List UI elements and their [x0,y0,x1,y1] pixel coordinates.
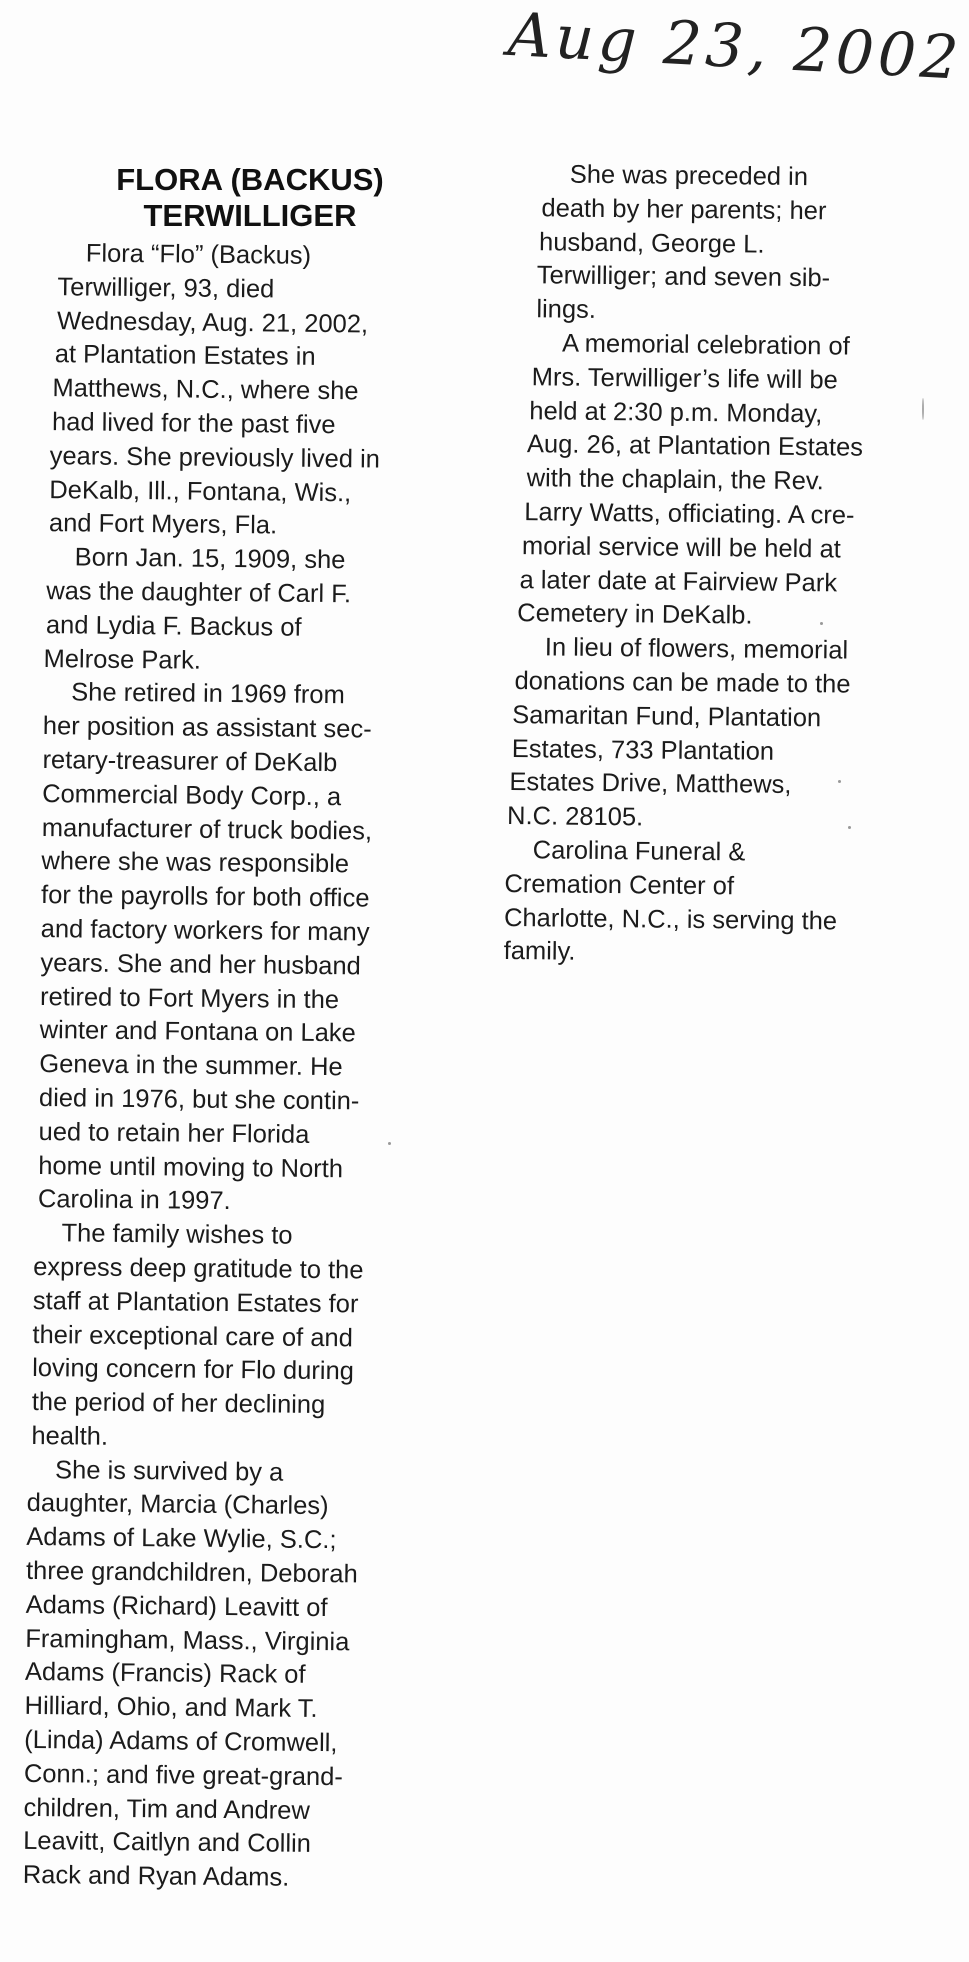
right-column-line: husband, George L. [538,227,765,259]
left-column-line: She is survived by a [54,1455,284,1487]
left-column-line: her position as assistant sec- [42,712,372,744]
right-column-line: with the chaplain, the Rev. [526,464,824,496]
left-column-line: Geneva in the summer. He [39,1050,343,1082]
left-column-line: Commercial Body Corp., a [42,779,342,811]
left-column-line: years. She previously lived in [49,441,381,474]
left-column-line: loving concern for Flo during [32,1354,355,1386]
scan-mark [922,398,924,420]
right-column-line: morial service will be held at [521,531,841,564]
right-column-line: Cemetery in DeKalb. [517,599,753,630]
left-column-line: their exceptional care of and [32,1320,354,1352]
headline-line-2: TERWILLIGER [143,198,357,233]
left-column-line: Adams of Lake Wylie, S.C.; [26,1523,337,1555]
obituary-right-column [504,158,912,973]
left-column-line: had lived for the past five [51,408,336,440]
left-column-line: manufacturer of truck bodies, [41,813,373,846]
right-column-line: Carolina Funeral & [532,836,746,867]
left-column-line: staff at Plantation Estates for [32,1286,359,1319]
right-column-line: lings. [536,295,597,325]
right-column-line: Cremation Center of [504,869,735,901]
left-column-line: Wednesday, Aug. 21, 2002, [56,306,369,339]
left-column-line: at Plantation Estates in [54,340,316,372]
left-column-line: Born Jan. 15, 1909, she [74,543,346,575]
left-column-line: the period of her declining [31,1388,326,1420]
right-column-line: death by her parents; her [541,194,827,226]
handwritten-date: Aug 23, 2002 [506,0,965,94]
left-column-line: home until moving to North [38,1151,344,1183]
left-column-line: daughter, Marcia (Charles) [26,1489,329,1521]
left-column-line: express deep gratitude to the [33,1252,364,1285]
right-column-line: She was preceded in [569,160,809,192]
right-column-line: N.C. 28105. [506,802,644,832]
left-column-line: and Fort Myers, Fla. [48,509,278,540]
right-column-line: donations can be made to the [514,667,851,699]
left-column-line: was the daughter of Carl F. [46,577,352,609]
right-column-line: Charlotte, N.C., is serving the [503,903,838,935]
right-column-line: A memorial celebration of [561,329,850,361]
left-column-line: retired to Fort Myers in the [39,982,340,1014]
left-column-line: She retired in 1969 from [71,678,345,710]
left-column-line: Carolina in 1997. [37,1185,231,1216]
left-column-line: Hilliard, Ohio, and Mark T. [24,1692,318,1724]
obituary-left-column [23,237,440,1897]
left-column-line: years. She and her husband [40,948,361,981]
obituary-headline [60,162,440,234]
left-column-line: winter and Fontana on Lake [39,1016,356,1048]
left-column-line: Flora “Flo” (Backus) [85,239,312,270]
right-column-line: Mrs. Terwilliger’s life will be [531,363,838,395]
left-column-line: Melrose Park. [43,644,202,675]
left-column-line: Conn.; and five great-grand- [23,1759,343,1792]
left-column-line: retary-treasurer of DeKalb [42,746,338,778]
right-column-line: family. [503,937,576,967]
right-column-line: Estates Drive, Matthews, [509,768,792,800]
left-column-line: health. [31,1421,109,1451]
right-column-line: In lieu of flowers, memorial [544,633,849,665]
left-column-line: ued to retain her Florida [38,1117,310,1149]
left-column-line: and factory workers for many [40,914,370,947]
right-column-line: Aug. 26, at Plantation Estates [526,430,864,463]
left-column-line: Matthews, N.C., where she [52,374,359,406]
right-column-line: a later date at Fairview Park [519,565,838,597]
scan-speck [838,780,841,783]
left-column-line: Adams (Francis) Rack of [24,1658,306,1690]
left-column-line: DeKalb, Ill., Fontana, Wis., [49,475,352,507]
left-column-line: for the payrolls for both office [40,881,370,913]
left-column-line: died in 1976, but she contin- [38,1083,360,1116]
left-column-line: Leavitt, Caitlyn and Collin [23,1827,312,1859]
right-column-line: Terwilliger; and seven sib- [536,261,831,293]
right-column-line: held at 2:30 p.m. Monday, [529,396,823,428]
scan-speck [388,1142,391,1145]
headline-line-1: FLORA (BACKUS) [116,162,384,197]
left-column-line: where she was responsible [41,847,350,879]
left-column-line: three grandchildren, Deborah [25,1557,358,1589]
scan-speck [820,622,823,625]
right-column-line: Estates, 733 Plantation [511,734,775,766]
left-column-line: Terwilliger, 93, died [57,272,275,304]
left-column-line: children, Tim and Andrew [23,1793,311,1825]
left-column-line: Rack and Ryan Adams. [22,1861,290,1892]
scan-speck [848,826,851,829]
right-column-line: Samaritan Fund, Plantation [512,700,822,733]
left-column-line: The family wishes to [61,1219,293,1250]
left-column-line: Adams (Richard) Leavitt of [25,1590,328,1622]
right-column-line: Larry Watts, officiating. A cre- [524,498,855,530]
left-column-line: Framingham, Mass., Virginia [25,1624,350,1656]
left-column-line: and Lydia F. Backus of [45,610,302,642]
left-column-line: (Linda) Adams of Cromwell, [24,1725,338,1758]
